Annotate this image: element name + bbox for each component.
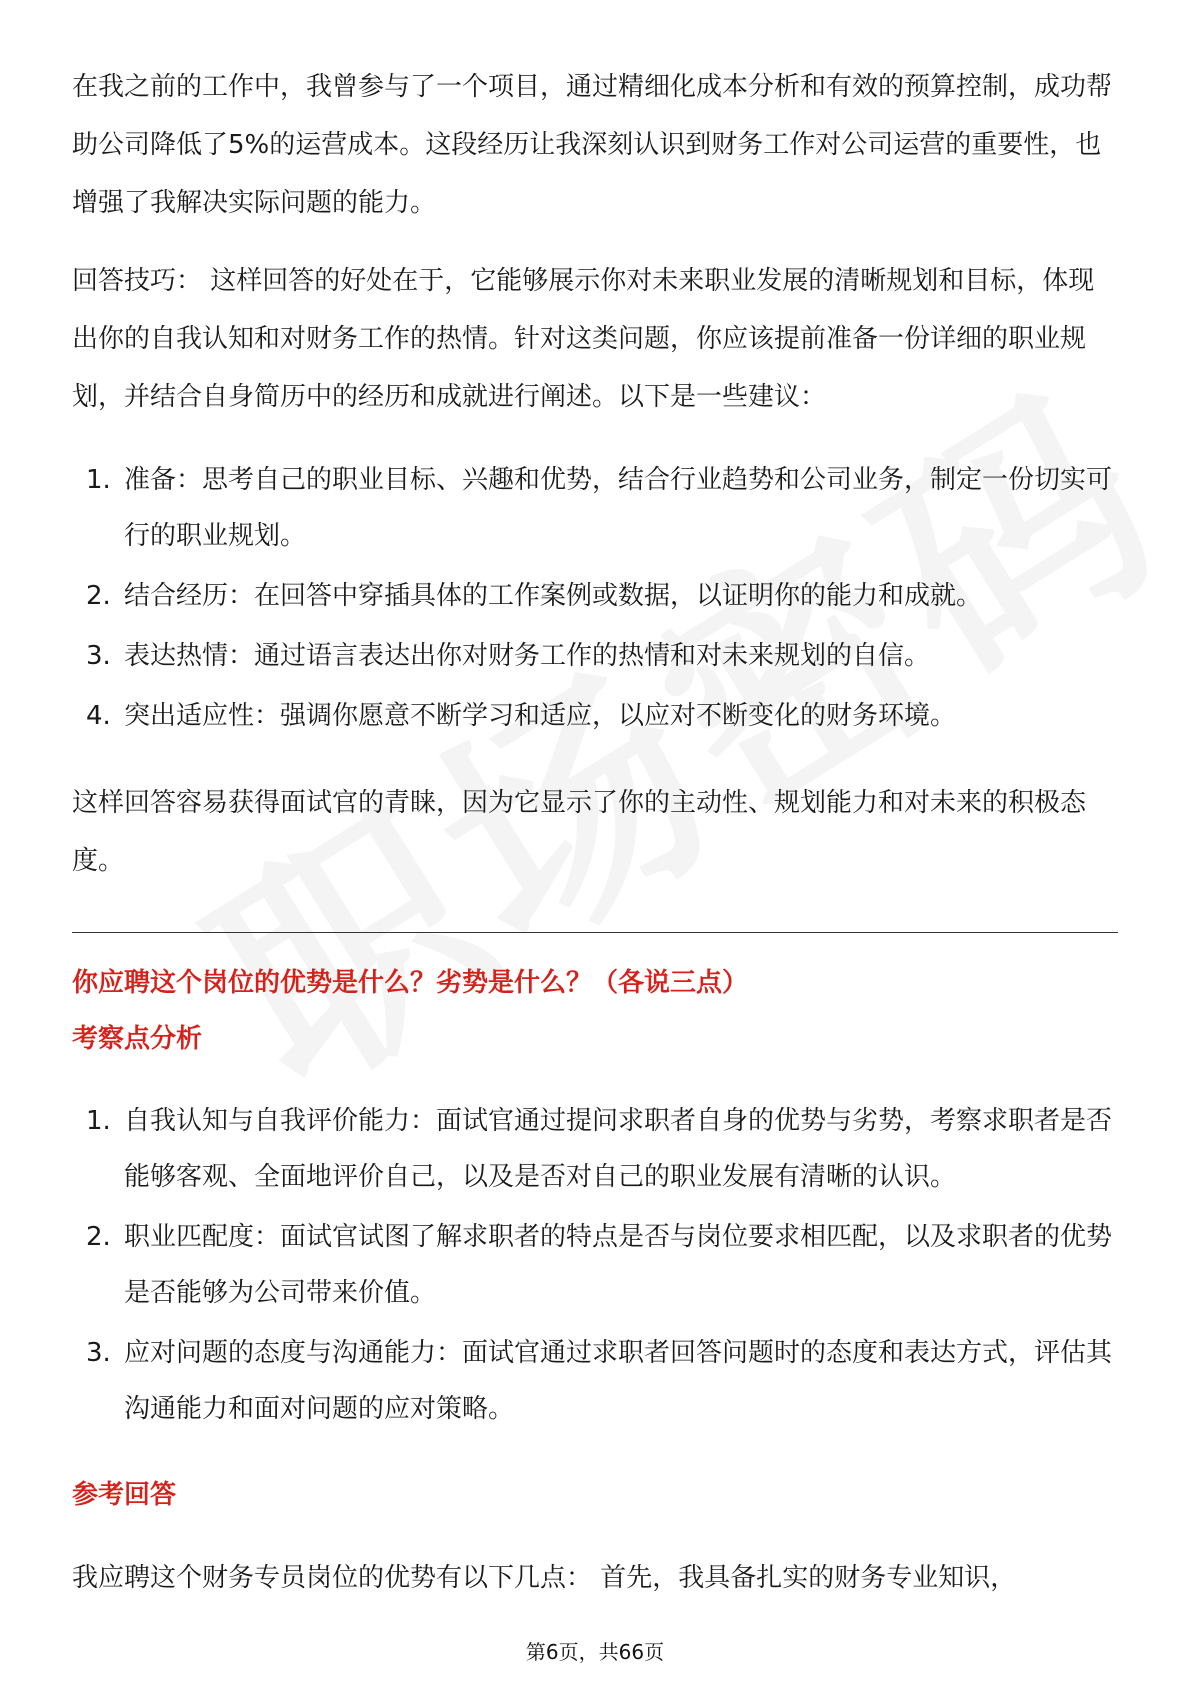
- list-item-text: 结合经历：在回答中穿插具体的工作案例或数据，以证明你的能力和成就。: [124, 581, 983, 611]
- list-item-text: 应对问题的态度与沟通能力：面试官通过求职者回答问题时的态度和表达方式，评估其沟通能力和面对问题的应对策略。: [124, 1338, 1113, 1424]
- list-item: [72, 1325, 1118, 1437]
- list-item: [72, 452, 1118, 564]
- list-item-text: 表达热情：通过语言表达出你对财务工作的热情和对未来规划的自信。: [124, 641, 931, 671]
- closing-paragraph: 这样回答容易获得面试官的青睐，因为它显示了你的主动性、规划能力和对未来的积极态度。: [72, 788, 1087, 876]
- intro-paragraph: 在我之前的工作中，我曾参与了一个项目，通过精细化成本分析和有效的预算控制，成功帮助公司降低了5%的运营成本。这段经历让我深刻认识到财务工作对公司运营的重要性，也增强了我解决实际问题的能力。: [72, 72, 1113, 218]
- list-item-text: 准备：思考自己的职业目标、兴趣和优势，结合行业趋势和公司业务，制定一份切实可行的职业规划。: [124, 465, 1113, 551]
- list-item: [72, 628, 1118, 684]
- list-number: 1.: [86, 1106, 111, 1136]
- list-item: [72, 1209, 1118, 1321]
- list-item: [72, 688, 1118, 744]
- page-footer: 第6页，共66页: [525, 1640, 665, 1664]
- analysis-heading: 考察点分析: [72, 1024, 203, 1054]
- list-item-text: 自我认知与自我评价能力：面试官通过提问求职者自身的优势与劣势，考察求职者是否能够客观、全面地评价自己，以及是否对自己的职业发展有清晰的认识。: [124, 1106, 1113, 1192]
- list-item: [72, 568, 1118, 624]
- list-number: 3.: [86, 641, 111, 671]
- analysis-list: [72, 1093, 1118, 1437]
- list-number: 4.: [86, 701, 111, 731]
- section-divider: [72, 932, 1118, 933]
- list-number: 2.: [86, 1222, 111, 1252]
- list-item-text: 职业匹配度：面试官试图了解求职者的特点是否与岗位要求相匹配，以及求职者的优势是否能够为公司带来价值。: [124, 1222, 1113, 1308]
- list-item: [72, 1093, 1118, 1205]
- list-number: 3.: [86, 1338, 111, 1368]
- list-number: 2.: [86, 581, 111, 611]
- reference-paragraph: 我应聘这个财务专员岗位的优势有以下几点： 首先，我具备扎实的财务专业知识，: [72, 1563, 1017, 1593]
- question-title: 你应聘这个岗位的优势是什么？劣势是什么？（各说三点）: [72, 968, 749, 998]
- document-body: [72, 58, 1118, 1607]
- list-number: 1.: [86, 465, 111, 495]
- suggestions-list: [72, 452, 1118, 744]
- list-item-text: 突出适应性：强调你愿意不断学习和适应，以应对不断变化的财务环境。: [124, 701, 957, 731]
- tips-paragraph: 回答技巧： 这样回答的好处在于，它能够展示你对未来职业发展的清晰规划和目标，体现出你的自我认知和对财务工作的热情。针对这类问题，你应该提前准备一份详细的职业规划，并结合自身简历中的经历和成就进行阐述。以下是一些建议：: [72, 266, 1095, 412]
- reference-heading: 参考回答: [72, 1480, 177, 1510]
